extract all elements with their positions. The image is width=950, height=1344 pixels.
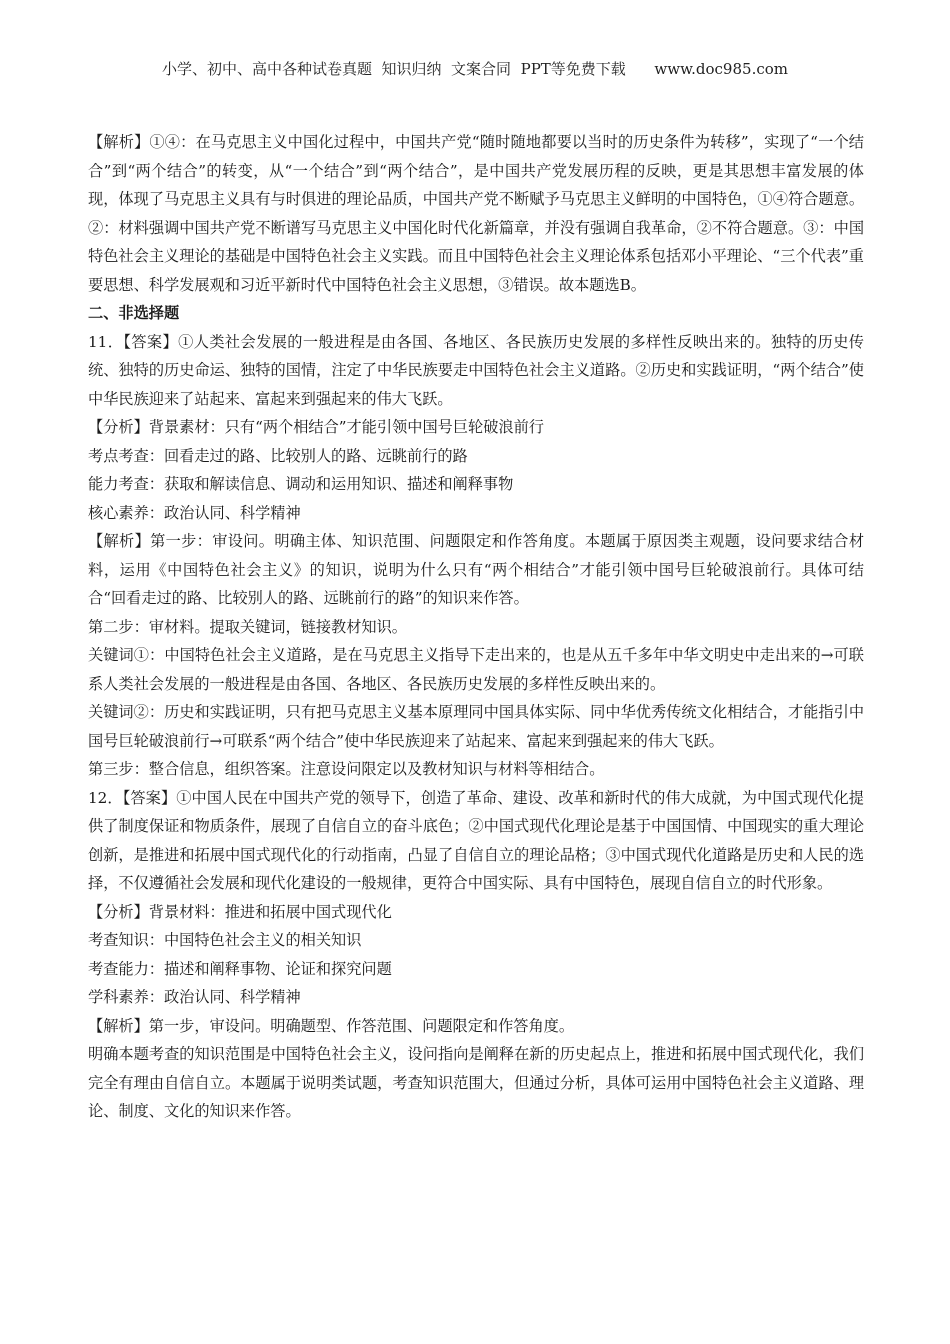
knowledge-q12: 考查知识：中国特色社会主义的相关知识: [88, 931, 362, 949]
explanation-step2-q11: 第二步：审材料。提取关键词，链接教材知识。: [88, 617, 407, 636]
literacy-q12: 学科素养：政治认同、科学精神: [88, 988, 301, 1006]
answer-paragraph-q11: 11．【答案】①人类社会发展的一般进程是由各国、各地区、各民族历史发展的多样性反映出来的。独特的历史传统、独特的历史命运、独特的国情，注定了中华民族要走中国特色社会主义道路。②历史和实践证明，“两个结合”使中华民族迎来了站起来、富起来到强起来的伟大飞跃。: [88, 332, 864, 408]
explanation-step1-q12: 【解析】第一步，审设问。明确题型、作答范围、问题限定和作答角度。: [88, 1016, 574, 1035]
section-heading-non-choice: 二、非选择题: [88, 304, 180, 322]
keyword2-q11: 关键词②：历史和实践证明，只有把马克思主义基本原理同中国具体实际、同中华优秀传统文化相结合，才能指引中国号巨轮破浪前行→可联系“两个结合”使中华民族迎来了站起来、富起来到强起来的伟大飞跃。: [88, 703, 864, 750]
analysis-background-q11: 【分析】背景素材：只有“两个相结合”才能引领中国号巨轮破浪前行: [88, 418, 544, 436]
explanation-step3-q11: 第三步：整合信息，组织答案。注意设问限定以及教材知识与材料等相结合。: [88, 760, 605, 778]
ability-q12: 考查能力：描述和阐释事物、论证和探究问题: [88, 959, 392, 978]
answer-paragraph-q12: 12．【答案】①中国人民在中国共产党的领导下，创造了革命、建设、改革和新时代的伟大成就，为中国式现代化提供了制度保证和物质条件，展现了自信自立的奋斗底色；②中国式现代化理论是基于中国国情、中国现实的重大理论创新，是推进和拓展中国式现代化的行动指南，凸显了自信自立的理论品格；③中国式现代化道路是历史和人民的选择，不仅遵循社会发展和现代化建设的一般规律，更符合中国实际、具有中国特色，展现自信自立的时代形象。: [88, 788, 864, 892]
explanation-step1-q11: 【解析】第一步：审设问。明确主体、知识范围、问题限定和作答角度。本题属于原因类主观题，设问要求结合材料，运用《中国特色社会主义》的知识，说明为什么只有“两个相结合”才能引领中国号巨轮破浪前行。具体可结合“回看走过的路、比较别人的路、远眺前行的路”的知识来作答。: [88, 532, 864, 607]
keyword1-q11: 关键词①：中国特色社会主义道路，是在马克思主义指导下走出来的，也是从五千多年中华文明史中走出来的→可联系人类社会发展的一般进程是由各国、各地区、各民族历史发展的多样性反映出来的。: [88, 646, 864, 693]
ability-q11: 能力考查：获取和解读信息、调动和运用知识、描述和阐释事物: [88, 475, 514, 493]
exam-points-q11: 考点考查：回看走过的路、比较别人的路、远眺前行的路: [88, 446, 468, 465]
explanation-detail-q12: 明确本题考查的知识范围是中国特色社会主义，设问指向是阐释在新的历史起点上，推进和拓展中国式现代化，我们完全有理由自信自立。本题属于说明类试题，考查知识范围大，但通过分析，具体可运用中国特色社会主义道路、理论、制度、文化的知识来作答。: [88, 1045, 864, 1120]
analysis-background-q12: 【分析】背景材料：推进和拓展中国式现代化: [88, 902, 392, 921]
page-header: 小学、初中、高中各种试卷真题 知识归纳 文案合同 PPT等免费下载 www.doc985.com: [161, 60, 788, 78]
document-body: [88, 128, 864, 1126]
analysis-paragraph-q10: 【解析】①④：在马克思主义中国化过程中，中国共产党“随时随地都要以当时的历史条件为转移”，实现了“一个结合”到“两个结合”的转变，从“一个结合”到“两个结合”，是中国共产党发展历程的反映，更是其思想丰富发展的体现，体现了马克思主义具有与时俱进的理论品质，中国共产党不断赋予马克思主义鲜明的中国特色，①④符合题意。②：材料强调中国共产党不断谱写马克思主义中国化时代化新篇章，并没有强调自我革命，②不符合题意。③：中国特色社会主义理论的基础是中国特色社会主义实践。而且中国特色社会主义理论体系包括邓小平理论、“三个代表”重要思想、科学发展观和习近平新时代中国特色社会主义思想，③错误。故本题选B。: [88, 133, 864, 294]
core-literacy-q11: 核心素养：政治认同、科学精神: [88, 503, 301, 522]
